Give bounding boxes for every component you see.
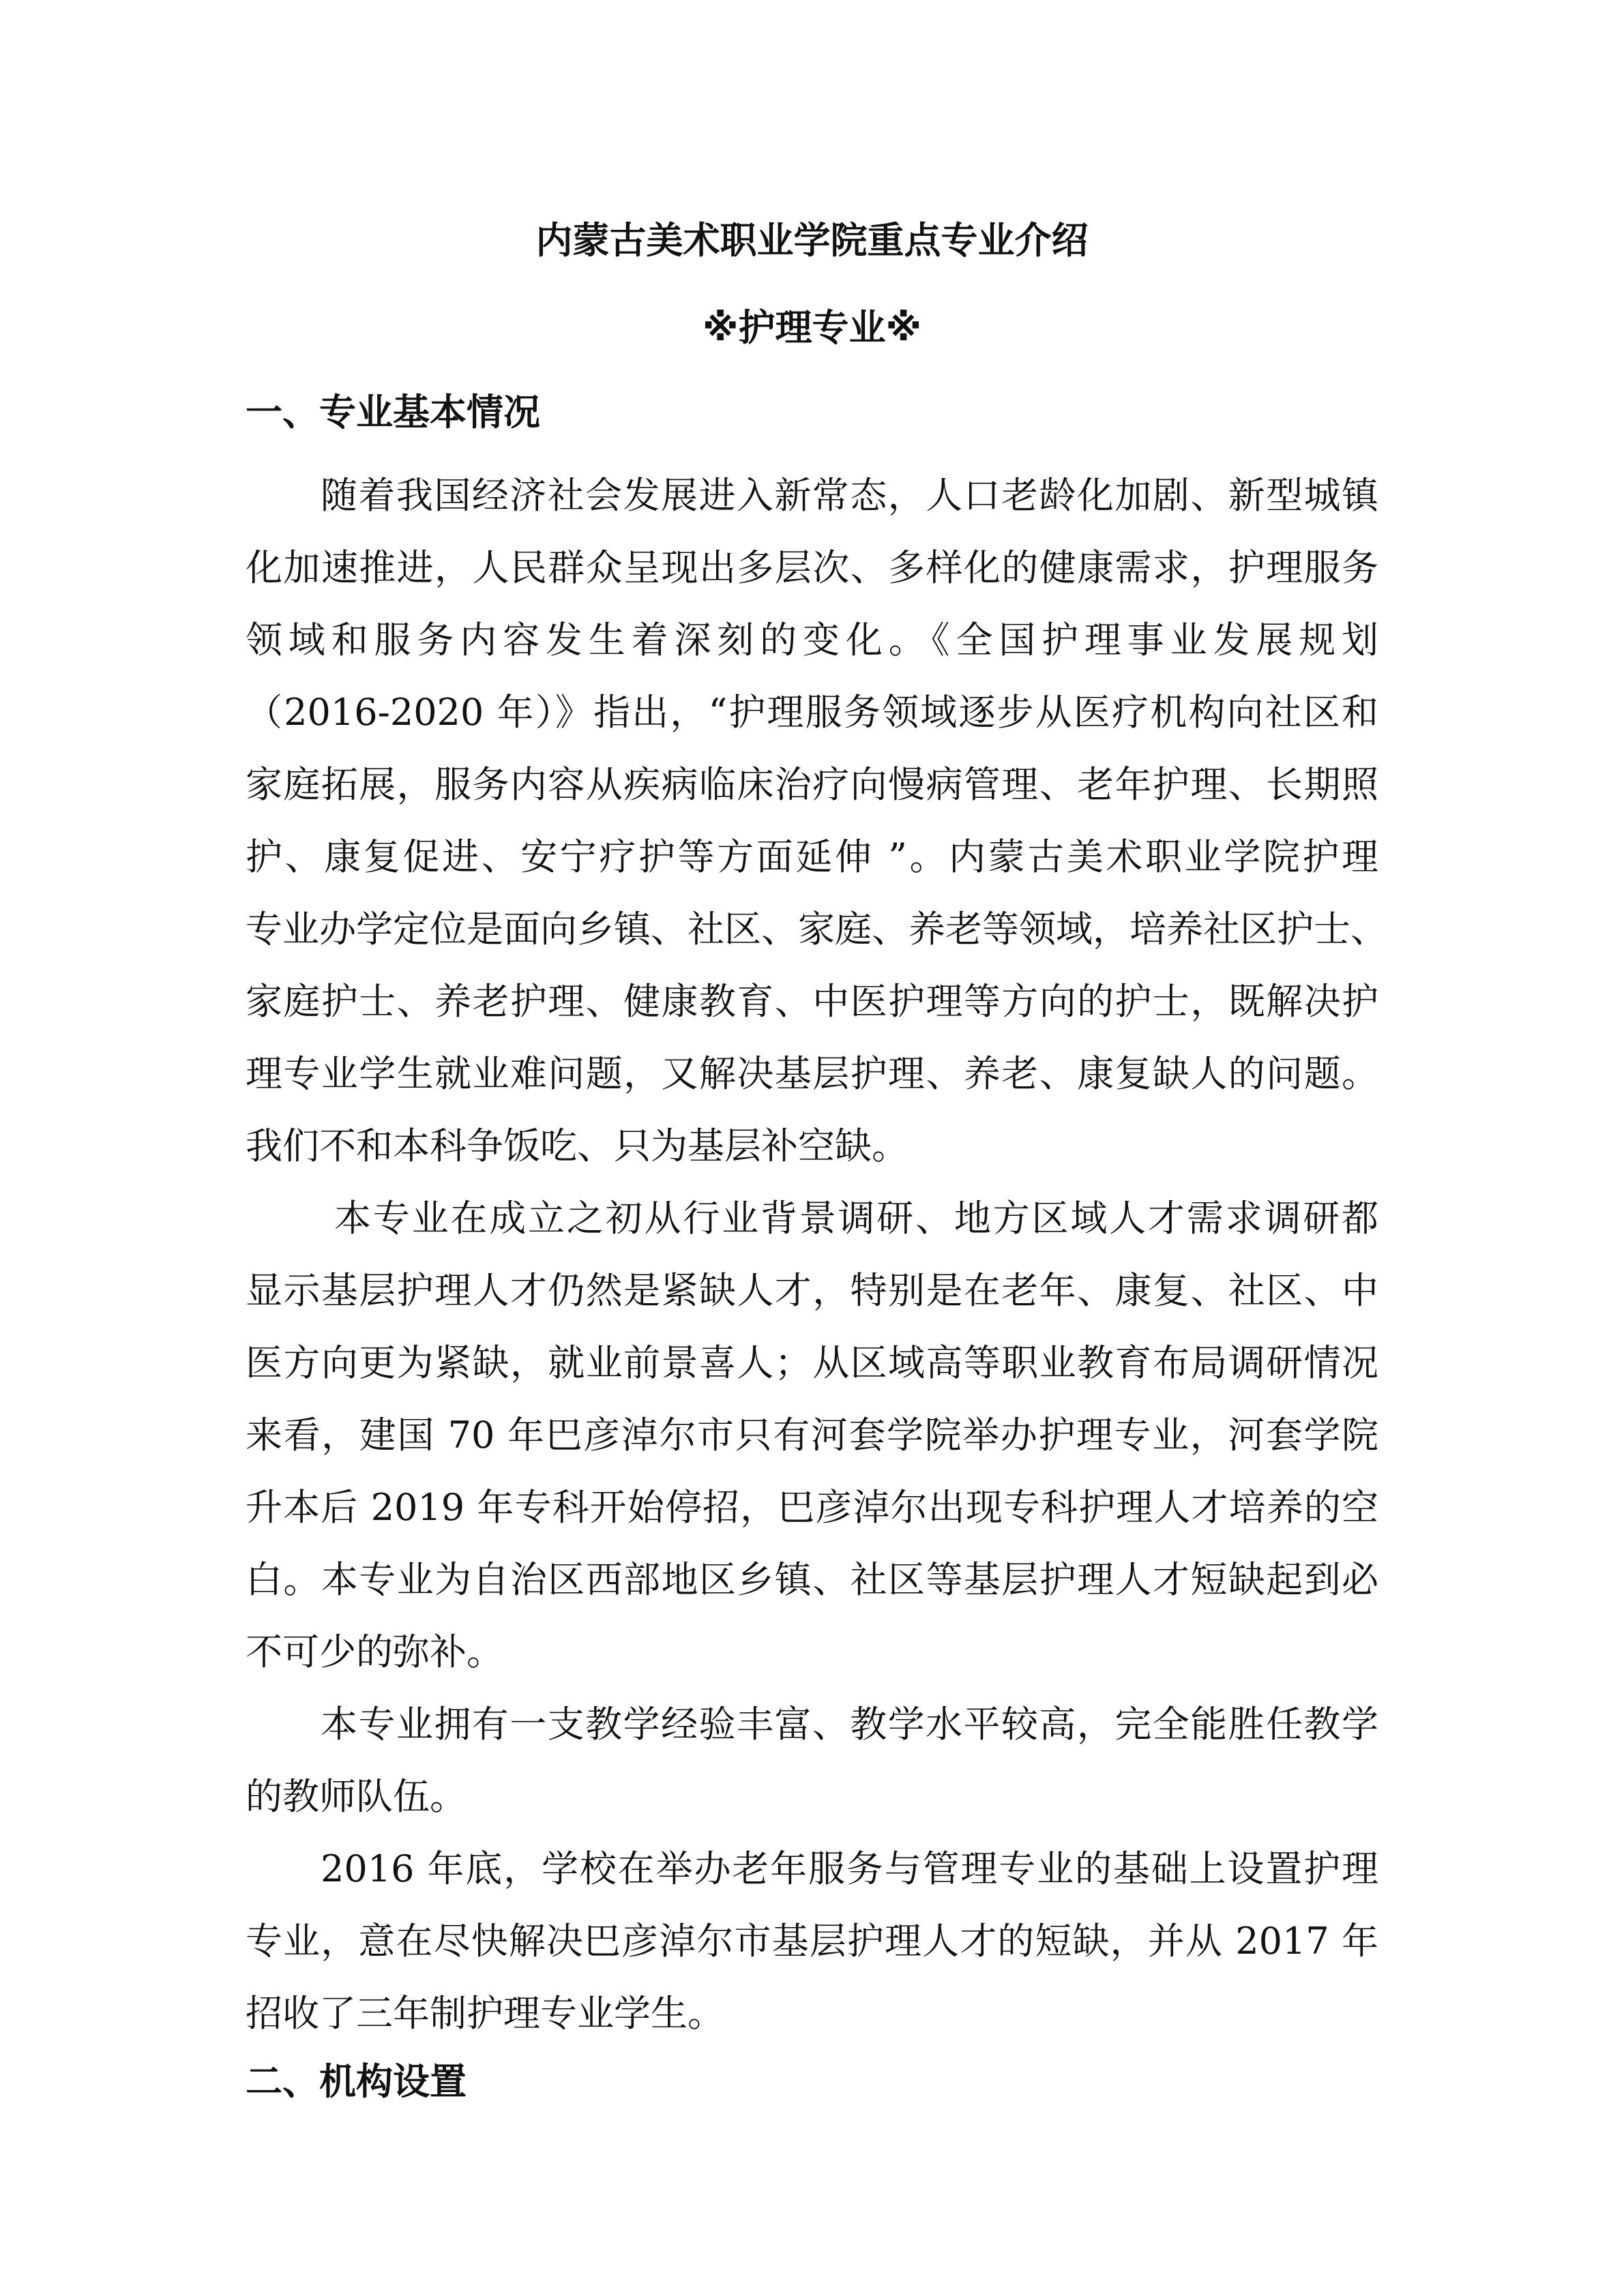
paragraph-line: 专业，意在尽快解决巴彦淖尔市基层护理人才的短缺，并从 2017 年 bbox=[246, 1920, 1378, 1963]
section-heading-2: 二、机构设置 bbox=[246, 2060, 467, 2103]
document-title: 内蒙古美术职业学院重点专业介绍 bbox=[535, 219, 1089, 262]
paragraph-line: 医方向更为紧缺，就业前景喜人；从区域高等职业教育布局调研情况 bbox=[246, 1341, 1378, 1384]
paragraph-line: 不可少的弥补。 bbox=[246, 1630, 503, 1673]
section-heading-1: 一、专业基本情况 bbox=[246, 391, 540, 434]
paragraph-line: 显示基层护理人才仍然是紧缺人才，特别是在老年、康复、社区、中 bbox=[246, 1269, 1378, 1312]
paragraph-line: 家庭护士、养老护理、健康教育、中医护理等方向的护士，既解决护 bbox=[246, 980, 1378, 1023]
paragraph-line: 白。本专业为自治区西部地区乡镇、社区等基层护理人才短缺起到必 bbox=[246, 1558, 1378, 1601]
paragraph-line: 本专业拥有一支教学经验丰富、教学水平较高，完全能胜任教学 bbox=[321, 1703, 1378, 1746]
paragraph-line: （2016-2020 年）》指出，“护理服务领域逐步从医疗机构向社区和 bbox=[246, 691, 1378, 734]
paragraph-line: 理专业学生就业难问题，又解决基层护理、养老、康复缺人的问题。 bbox=[246, 1052, 1378, 1095]
paragraph-4 bbox=[246, 1833, 1378, 2050]
document-subtitle: ※护理专业※ bbox=[703, 306, 921, 349]
paragraph-line: 领域和服务内容发生着深刻的变化。《全国护理事业发展规划 bbox=[246, 618, 1378, 661]
paragraph-line: 来看，建国 70 年巴彦淖尔市只有河套学院举办护理专业，河套学院 bbox=[246, 1414, 1378, 1457]
paragraph-line: 护、康复促进、安宁疗护等方面延伸 ”。内蒙古美术职业学院护理 bbox=[246, 835, 1378, 878]
paragraph-2 bbox=[246, 1182, 1378, 1688]
paragraph-line: 化加速推进，人民群众呈现出多层次、多样化的健康需求，护理服务 bbox=[246, 546, 1378, 589]
paragraph-3 bbox=[246, 1688, 1378, 1833]
paragraph-line: 招收了三年制护理专业学生。 bbox=[246, 1992, 724, 2035]
paragraph-line: 2016 年底，学校在举办老年服务与管理专业的基础上设置护理 bbox=[321, 1847, 1378, 1890]
paragraph-line: 我们不和本科争饭吃、只为基层补空缺。 bbox=[246, 1124, 909, 1167]
paragraph-line: 本专业在成立之初从行业背景调研、地方区域人才需求调研都 bbox=[334, 1197, 1378, 1240]
paragraph-line: 随着我国经济社会发展进入新常态，人口老龄化加剧、新型城镇 bbox=[321, 474, 1378, 517]
paragraph-1 bbox=[246, 460, 1387, 1182]
paragraph-line: 家庭拓展，服务内容从疾病临床治疗向慢病管理、老年护理、长期照 bbox=[246, 763, 1378, 806]
paragraph-line: 专业办学定位是面向乡镇、社区、家庭、养老等领域，培养社区护士、 bbox=[246, 908, 1387, 951]
paragraph-line: 的教师队伍。 bbox=[246, 1775, 467, 1818]
paragraph-line: 升本后 2019 年专科开始停招，巴彦淖尔出现专科护理人才培养的空 bbox=[246, 1486, 1378, 1529]
